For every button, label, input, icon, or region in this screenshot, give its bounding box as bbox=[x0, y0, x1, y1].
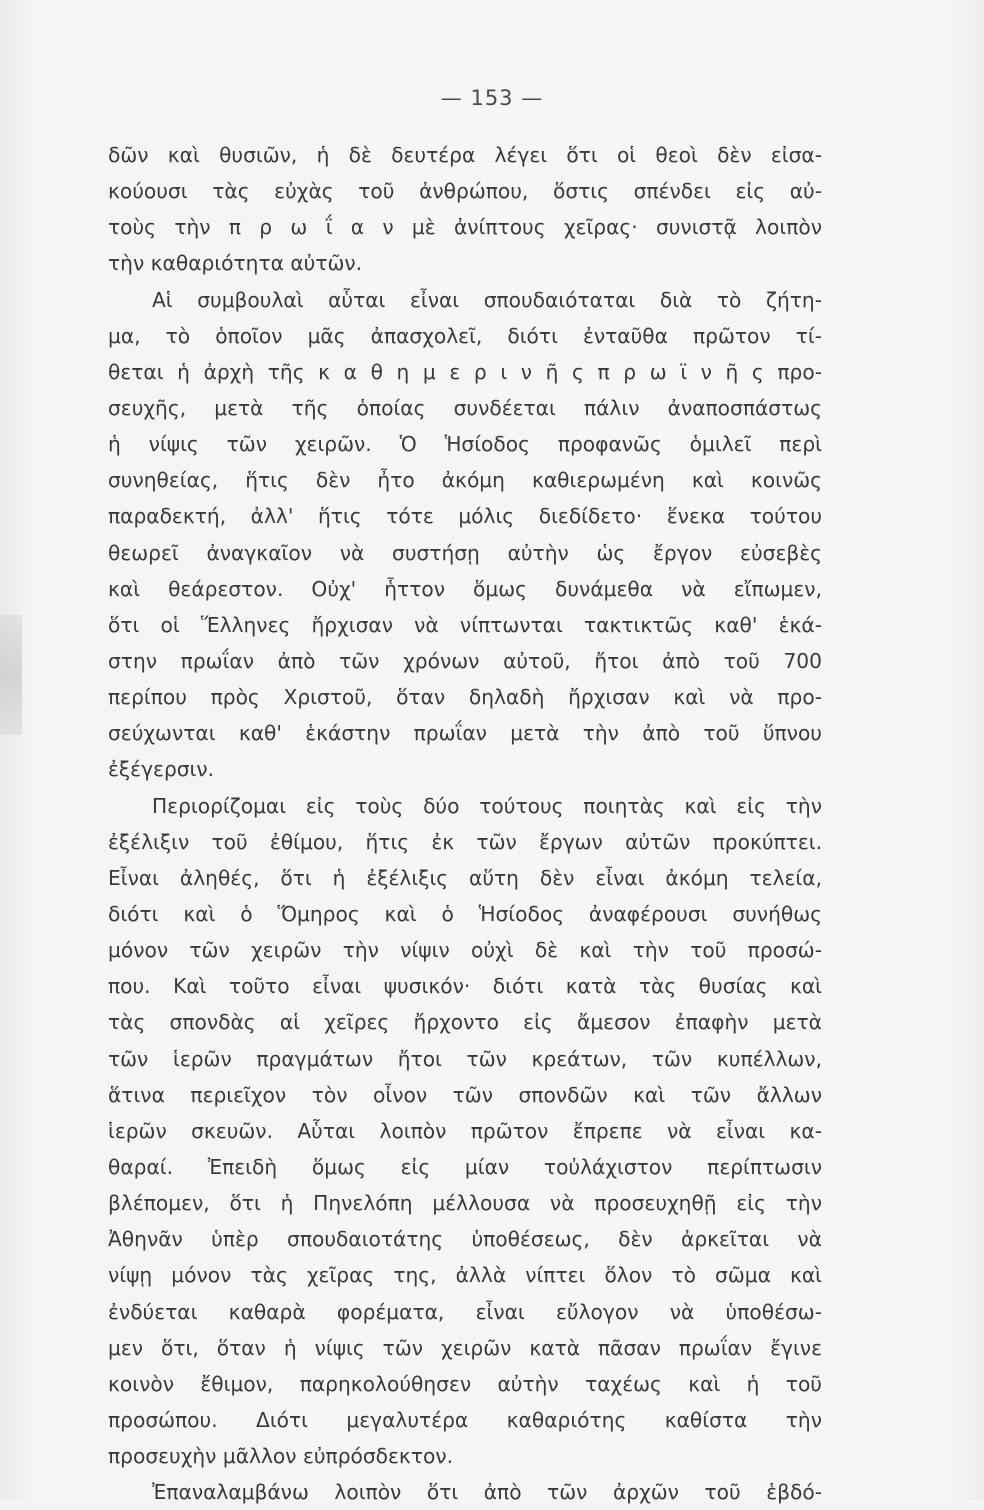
text-line: συνηθείας, ἥτις δὲν ἦτο ἀκόμη καθιερωμένη καὶ κοινῶς bbox=[108, 468, 822, 493]
text-line: ἱερῶν σκευῶν. Αὗται λοιπὸν πρῶτον ἔπρεπε νὰ εἶναι κα- bbox=[108, 1118, 822, 1143]
text-line: θεωρεῖ ἀναγκαῖον νὰ συστήσῃ αὐτὴν ὡς ἔργον εὐσεβὲς bbox=[108, 540, 822, 565]
text-line: στην πρωΐαν ἀπὸ τῶν χρόνων αὐτοῦ, ἤτοι ἀπὸ τοῦ 700 bbox=[108, 648, 822, 673]
text-line: ἐνδύεται καθαρὰ φορέματα, εἶναι εὔλογον νὰ ὑποθέσω- bbox=[108, 1299, 822, 1324]
text-line: καὶ θεάρεστον. Οὐχ' ἧττον ὅμως δυνάμεθα νὰ εἴπωμεν, bbox=[108, 576, 822, 601]
text-line: θεται ἡ ἀρχὴ τῆς κ α θ η μ ε ρ ι ν ῆ ς π ρ ω ϊ ν ῆ ς προ- bbox=[108, 359, 822, 384]
text-line: ἅτινα περιεῖχον τὸν οἶνον τῶν σπονδῶν καὶ τῶν ἄλλων bbox=[108, 1082, 822, 1107]
page-number: — 153 — bbox=[440, 86, 544, 110]
text-line: προσευχὴν μᾶλλον εὐπρόσδεκτον. bbox=[108, 1444, 454, 1469]
text-line: διότι καὶ ὁ Ὅμηρος καὶ ὁ Ἡσίοδος ἀναφέρουσι συνήθως bbox=[108, 901, 822, 926]
text-line: Περιορίζομαι εἰς τοὺς δύο τούτους ποιητὰς καὶ εἰς τὴν bbox=[152, 793, 822, 818]
text-line: ἡ νίψις τῶν χειρῶν. Ὁ Ἡσίοδος προφανῶς ὁμιλεῖ περὶ bbox=[108, 432, 822, 457]
text-line: Ἐπαναλαμβάνω λοιπὸν ὅτι ἀπὸ τῶν ἀρχῶν τοῦ ἑβδό- bbox=[152, 1480, 822, 1505]
text-line: που. Καὶ τοῦτο εἶναι ψυσικόν· διότι κατὰ τὰς θυσίας καὶ bbox=[108, 974, 822, 999]
text-line: τὴν καθαριότητα αὐτῶν. bbox=[108, 251, 363, 276]
text-line: μόνον τῶν χειρῶν τὴν νίψιν οὐχὶ δὲ καὶ τὴν τοῦ προσώ- bbox=[108, 938, 822, 963]
text-line: τῶν ἱερῶν πραγμάτων ἤτοι τῶν κρεάτων, τῶν κυπέλλων, bbox=[108, 1046, 822, 1071]
text-line: τοὺς τὴν π ρ ω ΐ α ν μὲ ἀνίπτους χεῖρας· συνιστᾷ λοιπὸν bbox=[108, 215, 822, 240]
text-line: σεύχωνται καθ' ἑκάστην πρωΐαν μετὰ τὴν ἀπὸ τοῦ ὕπνου bbox=[108, 721, 822, 746]
text-line: νίψῃ μόνον τὰς χεῖρας της, ἀλλὰ νίπτει ὅλον τὸ σῶμα καὶ bbox=[108, 1263, 822, 1288]
scan-edge-shadow bbox=[0, 615, 22, 735]
text-line: περίπου πρὸς Χριστοῦ, ὅταν δηλαδὴ ἤρχισαν καὶ νὰ προ- bbox=[108, 685, 822, 710]
text-line: δῶν καὶ θυσιῶν, ἡ δὲ δευτέρα λέγει ὅτι οἱ θεοὶ δὲν εἰσα- bbox=[108, 143, 822, 167]
text-line: κούουσι τὰς εὐχὰς τοῦ ἀνθρώπου, ὅστις σπένδει εἰς αὐ- bbox=[108, 179, 822, 204]
text-line: μα, τὸ ὁποῖον μᾶς ἀπασχολεῖ, διότι ἐνταῦθα πρῶτον τί- bbox=[108, 323, 822, 348]
text-line: βλέπομεν, ὅτι ἡ Πηνελόπη μέλλουσα νὰ προσευχηθῇ εἰς τὴν bbox=[108, 1191, 822, 1216]
text-line: θαραί. Ἐπειδὴ ὅμως εἰς μίαν τοὐλάχιστον περίπτωσιν bbox=[108, 1154, 822, 1179]
text-line: Ἀθηνᾶν ὑπὲρ σπουδαιοτάτης ὑποθέσεως, δὲν ἀρκεῖται νὰ bbox=[108, 1227, 822, 1252]
text-line: ἐξέγερσιν. bbox=[108, 757, 215, 782]
text-line: ἐξέλιξιν τοῦ ἐθίμου, ἥτις ἐκ τῶν ἔργων αὐτῶν προκύπτει. bbox=[108, 829, 822, 854]
text-line: μεν ὅτι, ὅταν ἡ νίψις τῶν χειρῶν κατὰ πᾶσαν πρωΐαν ἔγινε bbox=[108, 1335, 822, 1360]
text-line: Αἱ συμβουλαὶ αὗται εἶναι σπουδαιόταται διὰ τὸ ζήτη- bbox=[152, 287, 822, 312]
text-line: παραδεκτή, ἀλλ' ἥτις τότε μόλις διεδίδετο· ἕνεκα τούτου bbox=[108, 504, 822, 529]
text-line: σευχῆς, μετὰ τῆς ὁποίας συνδέεται πάλιν ἀναποσπάστως bbox=[108, 395, 822, 420]
text-line: ὅτι οἱ Ἕλληνες ἤρχισαν νὰ νίπτωνται τακτικτῶς καθ' ἑκά- bbox=[108, 612, 822, 637]
page-text-body bbox=[108, 137, 822, 1510]
text-line: προσώπου. Διότι μεγαλυτέρα καθαριότης καθίστα τὴν bbox=[108, 1407, 822, 1432]
text-line: Εἶναι ἀληθές, ὅτι ἡ ἐξέλιξις αὕτη δὲν εἶναι ἀκόμη τελεία, bbox=[108, 865, 822, 890]
text-line: τὰς σπονδὰς αἱ χεῖρες ἤρχοντο εἰς ἄμεσον ἐπαφὴν μετὰ bbox=[108, 1010, 822, 1035]
text-line: κοινὸν ἔθιμον, παρηκολούθησεν αὐτὴν ταχέως καὶ ἡ τοῦ bbox=[108, 1371, 822, 1396]
